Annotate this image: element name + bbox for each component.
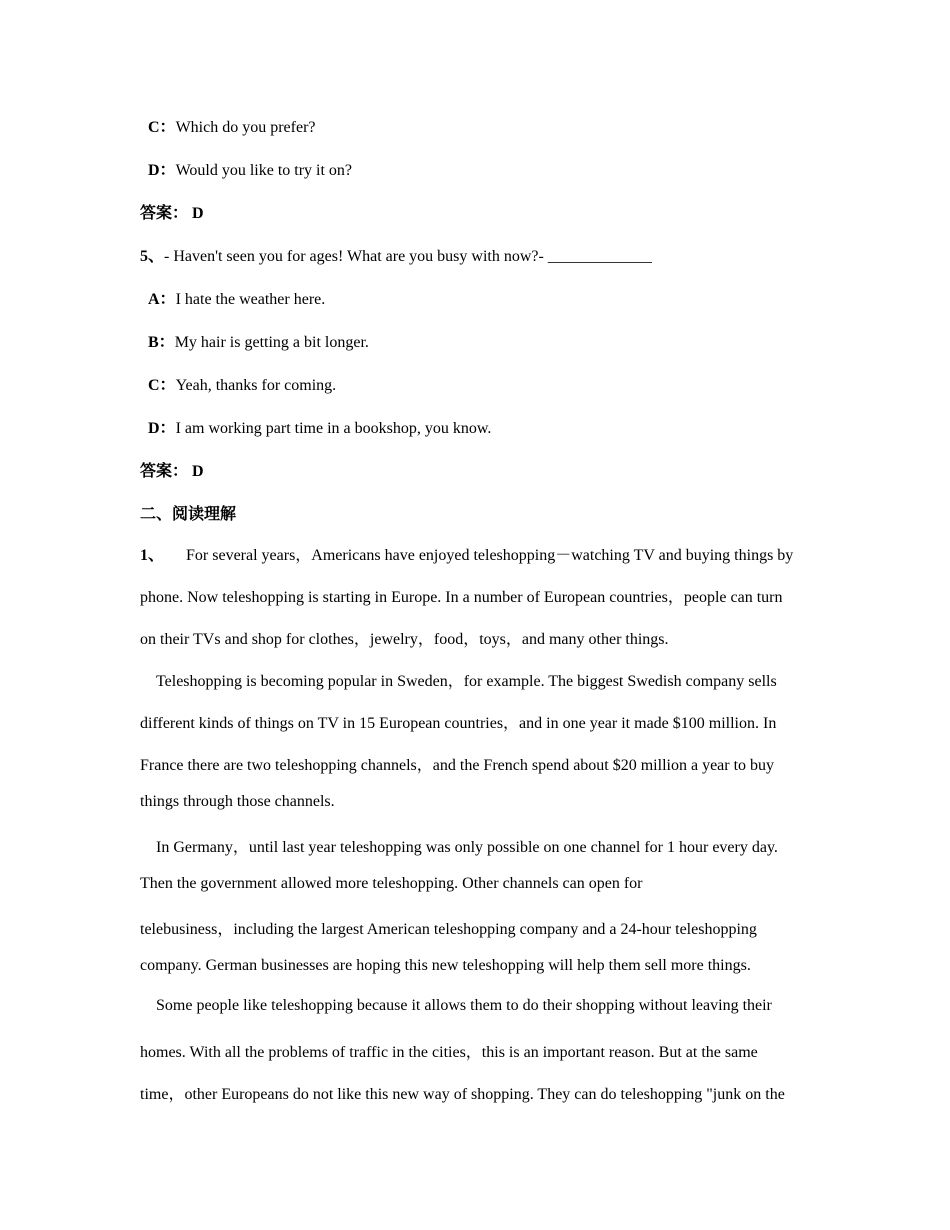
q5-option-a: [148, 286, 325, 309]
passage-line: different kinds of things on TV in 15 European countries，and in one year it made $100 million. In: [140, 715, 777, 732]
passage-line: Some people like teleshopping because it allows them to do their shopping without leaving their: [156, 997, 772, 1014]
option-letter: D：: [148, 420, 176, 437]
option-letter: A：: [148, 291, 176, 308]
passage-line: Teleshopping is becoming popular in Sweden，for example. The biggest Swedish company sells: [156, 673, 777, 690]
passage-line: on their TVs and shop for clothes，jewelry，food，toys，and many other things.: [140, 631, 669, 648]
passage-line: phone. Now teleshopping is starting in Europe. In a number of European countries，people can turn: [140, 589, 783, 606]
answer-value: D: [192, 205, 204, 222]
passage-line: company. German businesses are hoping this new teleshopping will help them sell more things.: [140, 957, 751, 974]
option-text: I hate the weather here.: [175, 291, 326, 308]
passage-line: France there are two teleshopping channels，and the French spend about $20 million a year to buy: [140, 757, 775, 774]
passage-line: time，other Europeans do not like this new way of shopping. They can do teleshopping "junk on the: [140, 1086, 785, 1103]
option-text: Yeah, thanks for coming.: [175, 377, 337, 394]
passage-line: Then the government allowed more teleshopping. Other channels can open for: [140, 875, 643, 892]
option-text: Would you like to try it on?: [175, 162, 353, 179]
q5-answer: [140, 458, 204, 481]
passage-line: things through those channels.: [140, 793, 335, 810]
option-text: I am working part time in a bookshop, you know.: [175, 420, 492, 437]
question-number: 5、: [140, 248, 165, 265]
passage-number: 1、: [140, 547, 165, 564]
passage-line: In Germany，until last year teleshopping was only possible on one channel for 1 hour every day.: [156, 839, 778, 856]
q5-option-d: [148, 415, 491, 438]
option-letter: D：: [148, 162, 176, 179]
answer-value: D: [192, 463, 204, 480]
q4-answer: [140, 200, 204, 223]
q5-option-c: [148, 372, 336, 395]
q4-option-d: [148, 157, 352, 180]
passage-line: 1、 For several years，Americans have enjoyed teleshopping－watching TV and buying things by: [140, 547, 794, 564]
option-text: Which do you prefer?: [175, 119, 316, 136]
answer-label: 答案：: [140, 463, 189, 480]
q4-option-c: [148, 114, 316, 137]
option-letter: C：: [148, 377, 176, 394]
answer-label: 答案：: [140, 205, 189, 222]
option-text: My hair is getting a bit longer.: [174, 334, 369, 351]
option-letter: C：: [148, 119, 176, 136]
section-heading: 二、阅读理解: [140, 506, 237, 523]
q5-stem: [140, 243, 652, 266]
question-text: - Haven't seen you for ages! What are you busy with now?- _____________: [164, 248, 652, 265]
passage-line: homes. With all the problems of traffic in the cities，this is an important reason. But at the same: [140, 1044, 758, 1061]
passage-line: telebusiness，including the largest American teleshopping company and a 24-hour teleshopping: [140, 921, 757, 938]
q5-option-b: [148, 329, 369, 352]
option-letter: B：: [148, 334, 175, 351]
